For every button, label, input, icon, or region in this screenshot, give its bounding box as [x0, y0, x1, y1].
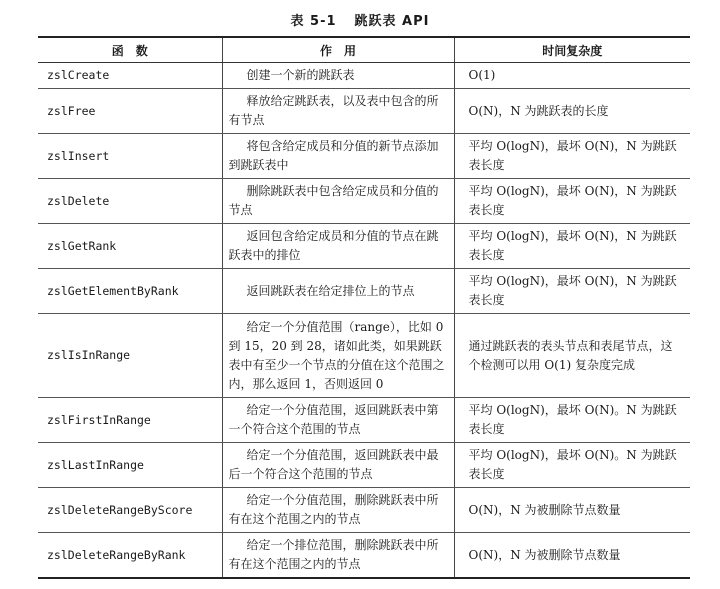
purpose-cell: 给定一个分值范围，删除跳跃表中所有在这个范围之内的节点 [222, 488, 454, 533]
table-row [38, 398, 690, 443]
table-row [38, 533, 690, 579]
function-cell: zslGetElementByRank [38, 269, 222, 314]
complexity-cell: O(1) [454, 63, 690, 89]
complexity-cell: 平均 O(logN)，最坏 O(N)，N 为跳跃表长度 [454, 179, 690, 224]
skiplist-api-table [38, 36, 690, 579]
table-row [38, 488, 690, 533]
purpose-cell: 将包含给定成员和分值的新节点添加到跳跃表中 [222, 134, 454, 179]
complexity-cell: 平均 O(logN)，最坏 O(N)，N 为跳跃表长度 [454, 134, 690, 179]
complexity-cell: 平均 O(logN)，最坏 O(N)。N 为跳跃表长度 [454, 398, 690, 443]
table-caption [0, 10, 720, 29]
table-row [38, 224, 690, 269]
purpose-cell: 删除跳跃表中包含给定成员和分值的节点 [222, 179, 454, 224]
header-function: 函 数 [38, 37, 222, 63]
function-cell: zslFirstInRange [38, 398, 222, 443]
purpose-cell: 给定一个分值范围（range），比如 0 到 15，20 到 28，诸如此类，如果跳跃表中有至少一个节点的分值在这个范围之内，那么返回 1，否则返回 0 [222, 314, 454, 398]
function-cell: zslDeleteRangeByRank [38, 533, 222, 579]
header-complexity: 时间复杂度 [454, 37, 690, 63]
caption-number: 表 5-1 [290, 14, 337, 29]
complexity-cell: 通过跳跃表的表头节点和表尾节点，这个检测可以用 O(1) 复杂度完成 [454, 314, 690, 398]
purpose-cell: 给定一个分值范围，返回跳跃表中第一个符合这个范围的节点 [222, 398, 454, 443]
purpose-cell: 释放给定跳跃表，以及表中包含的所有节点 [222, 89, 454, 134]
caption-text: 跳跃表 API [354, 14, 430, 29]
complexity-cell: 平均 O(logN)，最坏 O(N)，N 为跳跃表长度 [454, 224, 690, 269]
purpose-cell: 给定一个分值范围，返回跳跃表中最后一个符合这个范围的节点 [222, 443, 454, 488]
function-cell: zslCreate [38, 63, 222, 89]
table-row [38, 179, 690, 224]
complexity-cell: O(N)，N 为跳跃表的长度 [454, 89, 690, 134]
purpose-cell: 返回包含给定成员和分值的节点在跳跃表中的排位 [222, 224, 454, 269]
function-cell: zslIsInRange [38, 314, 222, 398]
complexity-cell: 平均 O(logN)，最坏 O(N)。N 为跳跃表长度 [454, 443, 690, 488]
function-cell: zslDeleteRangeByScore [38, 488, 222, 533]
purpose-cell: 给定一个排位范围，删除跳跃表中所有在这个范围之内的节点 [222, 533, 454, 579]
table-row [38, 314, 690, 398]
complexity-cell: O(N)，N 为被删除节点数量 [454, 488, 690, 533]
complexity-cell: O(N)，N 为被删除节点数量 [454, 533, 690, 579]
purpose-cell: 返回跳跃表在给定排位上的节点 [222, 269, 454, 314]
table-row [38, 134, 690, 179]
table-row [38, 443, 690, 488]
table-row [38, 63, 690, 89]
header-row [38, 37, 690, 63]
function-cell: zslLastInRange [38, 443, 222, 488]
table-row [38, 89, 690, 134]
function-cell: zslGetRank [38, 224, 222, 269]
table-row [38, 269, 690, 314]
function-cell: zslDelete [38, 179, 222, 224]
function-cell: zslInsert [38, 134, 222, 179]
function-cell: zslFree [38, 89, 222, 134]
header-purpose: 作 用 [222, 37, 454, 63]
purpose-cell: 创建一个新的跳跃表 [222, 63, 454, 89]
complexity-cell: 平均 O(logN)，最坏 O(N)，N 为跳跃表长度 [454, 269, 690, 314]
